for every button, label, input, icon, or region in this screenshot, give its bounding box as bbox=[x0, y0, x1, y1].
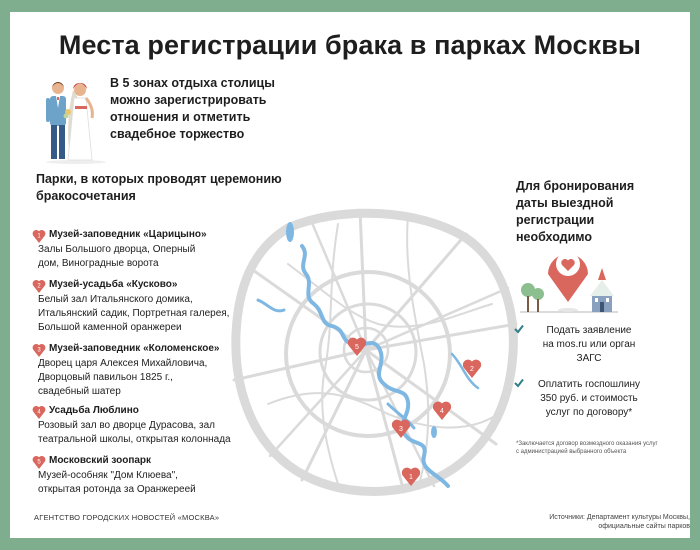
svg-text:5: 5 bbox=[355, 344, 359, 351]
park-description: Белый зал Итальянского домика, Итальянский садик, Портретная галерея, Большой каменной оранжереи bbox=[38, 294, 230, 333]
footnote: *Заключается договор возмездного оказания услуг с администрацией выбранного объекта bbox=[516, 441, 658, 455]
heart-pin-icon bbox=[32, 454, 46, 470]
map-marker-4 bbox=[433, 402, 451, 420]
park-description: Музей-особняк "Дом Клюева", открытая ротонда за Оранжереей bbox=[38, 470, 196, 495]
park-name: Музей-усадьба «Кусково» bbox=[49, 279, 178, 290]
intro-text: В 5 зонах отдыха столицы можно зарегистрировать отношения и отметить свадебное торжество bbox=[110, 76, 275, 141]
heart-pin-icon bbox=[32, 228, 46, 244]
svg-text:3: 3 bbox=[399, 426, 403, 433]
svg-text:1: 1 bbox=[409, 474, 413, 481]
location-pin-heart-icon bbox=[518, 240, 620, 326]
heart-pin-icon bbox=[32, 342, 46, 358]
svg-text:2: 2 bbox=[37, 283, 41, 290]
agency-credit: АГЕНТСТВО ГОРОДСКИХ НОВОСТЕЙ «МОСКВА» bbox=[34, 513, 220, 522]
park-name: Усадьба Люблино bbox=[49, 405, 139, 416]
heart-pin-icon bbox=[32, 278, 46, 294]
heart-pin-icon bbox=[32, 404, 46, 420]
svg-text:2: 2 bbox=[470, 366, 474, 373]
park-name: Московский зоопарк bbox=[49, 455, 152, 466]
svg-text:4: 4 bbox=[37, 409, 41, 416]
booking-heading: Для бронирования даты выездной регистрации необходимо bbox=[516, 179, 635, 244]
sources-credit: Источники: Департамент культуры Москвы, официальные сайты парков bbox=[549, 514, 690, 530]
park-name: Музей-заповедник «Царицыно» bbox=[49, 229, 207, 240]
svg-text:5: 5 bbox=[37, 459, 41, 466]
svg-text:3: 3 bbox=[37, 347, 41, 354]
park-description: Дворец царя Алексея Михайловича, Дворцовый павильон 1825 г., свадебный шатер bbox=[38, 358, 208, 397]
page-title: Места регистрации брака в парках Москвы bbox=[58, 30, 642, 60]
step-text: Подать заявление на mos.ru или орган ЗАГС bbox=[542, 325, 636, 364]
parks-heading: Парки, в которых проводят церемонию бракосочетания bbox=[36, 172, 282, 203]
park-description: Залы Большого дворца, Оперный дом, Виноградные ворота bbox=[38, 244, 196, 269]
moscow-map bbox=[228, 204, 520, 496]
infographic-card bbox=[10, 12, 690, 538]
svg-text:4: 4 bbox=[440, 408, 444, 415]
bride-and-groom-icon bbox=[36, 78, 106, 164]
step-text: Оплатить госпошлину 350 руб. и стоимость услуг по договору* bbox=[537, 379, 641, 418]
park-description: Розовый зал во дворце Дурасова, зал театральной школы, открытая колоннада bbox=[38, 420, 231, 445]
svg-text:1: 1 bbox=[37, 233, 41, 240]
park-name: Музей-заповедник «Коломенское» bbox=[49, 343, 220, 354]
